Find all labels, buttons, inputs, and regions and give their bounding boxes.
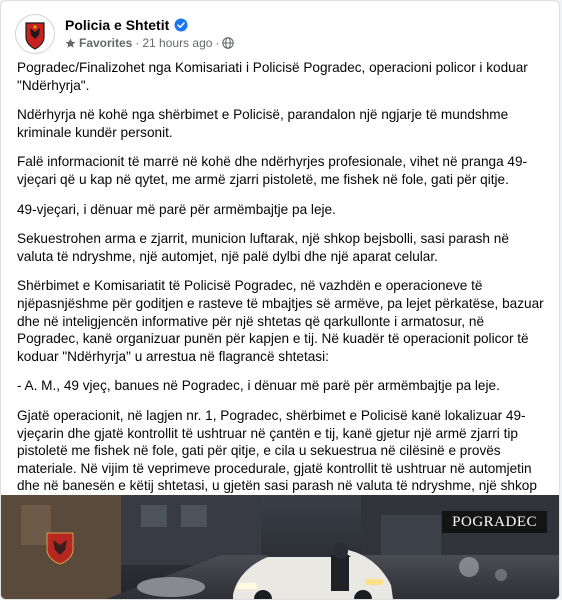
video-location-label: POGRADEC	[442, 511, 547, 533]
post-paragraph: Ndërhyrja në kohë nga shërbimet e Policisë, parandalon një ngjarje të mundshme kriminale kundër personit.	[17, 107, 509, 140]
meta-separator: ·	[135, 36, 140, 50]
post-header	[15, 14, 545, 54]
post-paragraph: - A. M., 49 vjeç, banues në Pogradec, i dënuar më parë për armëmbajtje pa leje.	[17, 378, 500, 394]
post-paragraph: Shërbimet e Komisariatit të Policisë Pogradec, në vazhdën e operacioneve të njëpasnjëshme për goditjen e rasteve të mbajtjes së armëve, pa lejet përkatëse, bazuar dhe në inteligjencën informative për një shtetas që qarkullonte i armatosur, në Pogradec, kanë organizuar punën për kapjen e tij. Në kuadër të operacionit policor të koduar "Ndërhyrja" u arrestua në flagrancë shtetasi:	[17, 278, 544, 364]
police-emblem-icon	[45, 531, 75, 565]
star-icon	[65, 38, 76, 49]
post-timestamp[interactable]: 21 hours ago	[142, 36, 213, 50]
post-paragraph: Gjatë operacionit, në lagjen nr. 1, Pogradec, shërbimet e Policisë kanë lokalizuar 49-vjeçarin dhe gjatë kontrollit të ushtruar në çantën e tij, kanë gjetur një armë zjarri tip pistoletë me fishek në fole, gati për qitje, e cila u sekuestrua në cilësinë e provës materiale. Në vijim të veprimeve procedurale, gjatë kontrollit të ushtruar në automjetin dhe në banesën e këtij shtetasi, u gjetën sasi parash në valuta të ndryshme, një shkop	[17, 407, 537, 494]
page-name[interactable]: Policia e Shtetit	[65, 17, 170, 33]
verified-badge-icon	[174, 18, 188, 32]
post-paragraph: Pogradec/Finalizohet nga Komisariati i Policisë Pogradec, operacioni policor i koduar "Ndërhyrja".	[17, 60, 528, 93]
page-avatar[interactable]	[15, 14, 55, 54]
post-video[interactable]	[1, 495, 560, 600]
post-paragraph: Falë informacionit të marrë në kohë dhe ndërhyrjes profesionale, vihet në pranga 49-vjeçari që u kap në qytet, me armë zjarri pistoletë, me fishek në fole, gati për qitje.	[17, 154, 528, 187]
audience-label[interactable]: Favorites	[79, 36, 133, 50]
post-paragraph: 49-vjeçari, i dënuar më parë për armëmbajtje pa leje.	[17, 201, 336, 217]
post-paragraph: Sekuestrohen arma e zjarrit, municion luftarak, një shkop bejsbolli, sasi parash në valuta të ndryshme, një automjet, një palë dylbi dhe një aparat celular.	[17, 231, 509, 264]
post-meta	[65, 35, 234, 51]
meta-separator: ·	[215, 36, 220, 50]
police-eagle-logo	[16, 15, 54, 53]
name-row	[65, 16, 188, 34]
globe-icon	[222, 37, 234, 49]
